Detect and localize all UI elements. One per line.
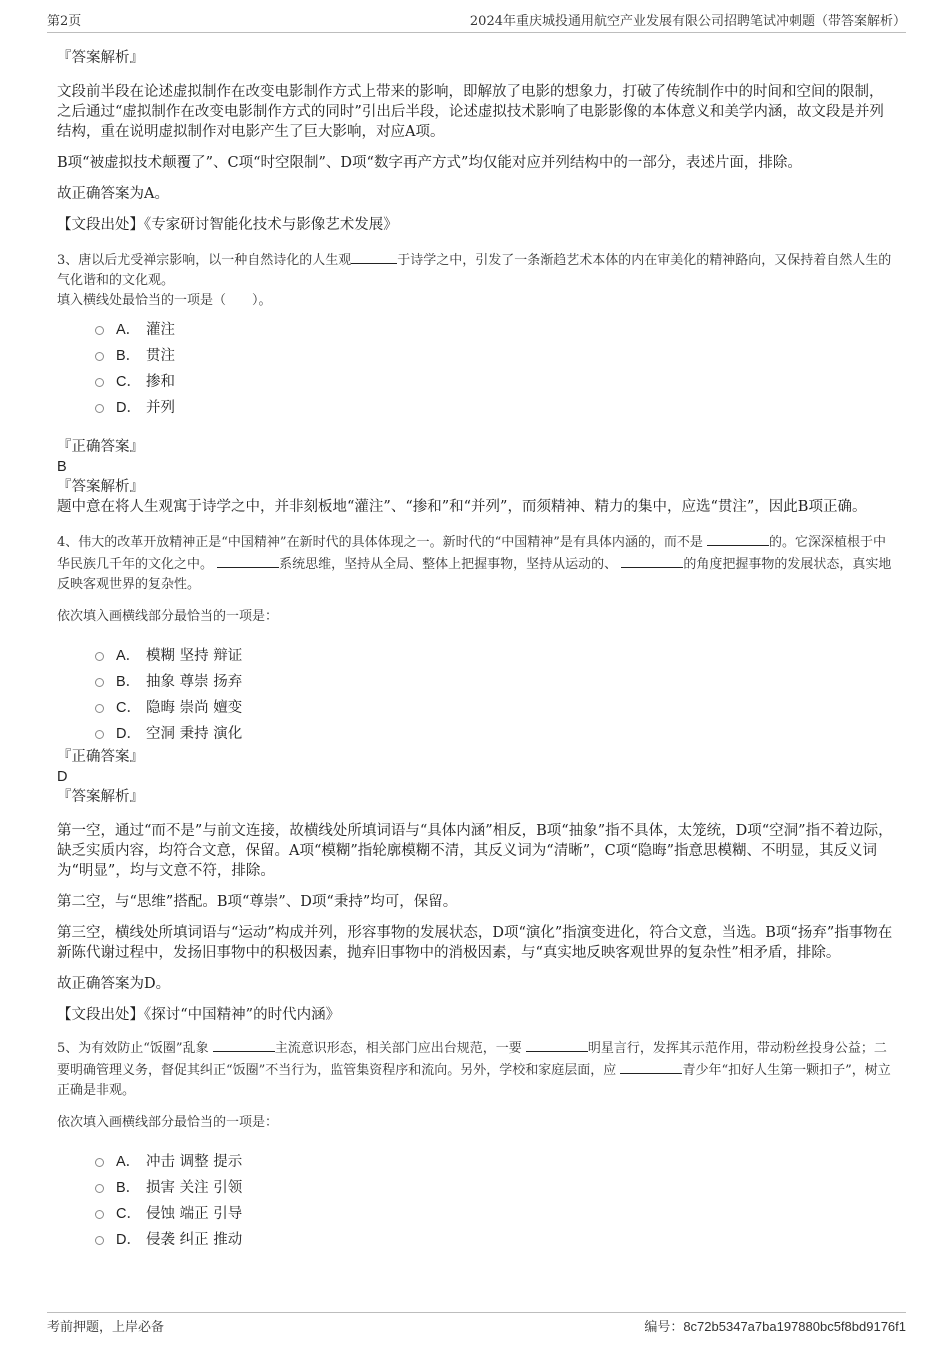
question-stem: 3、唐以后尤受禅宗影响，以一种自然诗化的人生观 于诗学之中，引发了一条渐趋艺术本体的内在审美化的精神路向，又保持着自然人生的气化谐和的文化观。 (57, 249, 897, 291)
radio-icon[interactable] (95, 404, 104, 413)
radio-icon[interactable] (95, 1184, 104, 1193)
analysis-paragraph: 故正确答案为A。 (57, 186, 169, 202)
document-title: 2024年重庆城投通用航空产业发展有限公司招聘笔试冲刺题（带答案解析） (469, 14, 906, 29)
option-d[interactable]: D． 并列 (95, 393, 897, 419)
answer-label: 『正确答案』 (57, 439, 144, 455)
radio-icon[interactable] (95, 378, 104, 387)
correct-answer: D (57, 769, 68, 785)
fill-blank (213, 1037, 275, 1052)
option-b[interactable]: B． 抽象 尊崇 扬弃 (95, 667, 897, 693)
option-a[interactable]: A． 冲击 调整 提示 (95, 1147, 897, 1173)
option-list (95, 1147, 897, 1251)
passage-source: 【文段出处】《专家研讨智能化技术与影像艺术发展》 (57, 217, 398, 233)
analysis-paragraph: 题中意在将人生观寓于诗学之中，并非刻板地“灌注”、“掺和”和“并列”，而须精神、精力的集中，应选“贯注”，因此B项正确。 (57, 499, 867, 515)
option-d[interactable]: D． 侵袭 纠正 推动 (95, 1225, 897, 1251)
analysis-label: 『答案解析』 (57, 50, 144, 66)
question-stem: 5、为有效防止“饭圈”乱象 主流意识形态，相关部门应出台规范，一要 明星言行，发挥其示范作用，带动粉丝投身公益；二要明确管理义务，督促其纠正“饭圈”不当行为，监管集资程序和流向。另外，学校和家庭层面，应 青少年“扣好人生第一颗扣子”，树立正确是非观。 (57, 1037, 897, 1101)
analysis-paragraph: 第三空，横线处所填词语与“运动”构成并列，形容事物的发展状态，D项“演化”指演变进化，符合文意，当选。B项“扬弃”指事物在新陈代谢过程中，发扬旧事物中的积极因素，抛弃旧事物中的消极因素，与“真实地反映客观世界的复杂性”相矛盾，排除。 (57, 925, 893, 961)
radio-icon[interactable] (95, 326, 104, 335)
option-c[interactable]: C． 掺和 (95, 367, 897, 393)
analysis-paragraph: 故正确答案为D。 (57, 976, 171, 992)
fill-blank (620, 1059, 682, 1074)
option-a[interactable]: A． 灌注 (95, 315, 897, 341)
option-b[interactable]: B． 贯注 (95, 341, 897, 367)
fill-blank (707, 531, 769, 546)
option-b[interactable]: B． 损害 关注 引领 (95, 1173, 897, 1199)
option-c[interactable]: C． 隐晦 崇尚 嬗变 (95, 693, 897, 719)
footer-slogan: 考前押题，上岸必备 (47, 1320, 165, 1335)
analysis-label: 『答案解析』 (57, 479, 144, 495)
option-list (95, 315, 897, 419)
document-body (57, 46, 897, 1251)
radio-icon[interactable] (95, 678, 104, 687)
analysis-label: 『答案解析』 (57, 789, 144, 805)
question-prompt: 填入横线处最恰当的一项是（ ）。 (57, 293, 272, 308)
analysis-paragraph: B项“被虚拟技术颠覆了”、C项“时空限制”、D项“数字再产方式”均仅能对应并列结构中的一部分，表述片面，排除。 (57, 155, 802, 171)
radio-icon[interactable] (95, 730, 104, 739)
radio-icon[interactable] (95, 652, 104, 661)
question-prompt: 依次填入画横线部分最恰当的一项是： (57, 1115, 279, 1130)
correct-answer: B (57, 459, 67, 475)
question-stem: 4、伟大的改革开放精神正是“中国精神”在新时代的具体体现之一。新时代的“中国精神”是有具体内涵的，而不是 的。它深深植根于中华民族几千年的文化之中。 系统思维，坚持从全局、整体上把握事物，坚持从运动的、 的角度把握事物的发展状态，真实地反映客观世界的复杂性。 (57, 531, 897, 595)
passage-source: 【文段出处】《探讨“中国精神”的时代内涵》 (57, 1007, 341, 1023)
radio-icon[interactable] (95, 1236, 104, 1245)
fill-blank (621, 553, 683, 568)
question-prompt: 依次填入画横线部分最恰当的一项是： (57, 609, 279, 624)
analysis-paragraph: 第二空，与“思维”搭配。B项“尊崇”、D项“秉持”均可，保留。 (57, 894, 458, 910)
page-header (47, 10, 906, 33)
option-a[interactable]: A． 模糊 坚持 辩证 (95, 641, 897, 667)
option-list (95, 641, 897, 745)
radio-icon[interactable] (95, 1158, 104, 1167)
option-c[interactable]: C． 侵蚀 端正 引导 (95, 1199, 897, 1225)
fill-blank (217, 553, 279, 568)
analysis-paragraph: 文段前半段在论述虚拟制作在改变电影制作方式上带来的影响，即解放了电影的想象力，打破了传统制作中的时间和空间的限制，之后通过“虚拟制作在改变电影制作方式的同时”引出后半段，论述虚拟技术影响了电影影像的本体意义和美学内涵，故文段是并列结构，重在说明虚拟制作对电影产生了巨大影响，对应A项。 (57, 84, 884, 140)
document-code: 编号：8c72b5347a7ba197880bc5f8bd9176f1 (644, 1319, 906, 1335)
analysis-paragraph: 第一空，通过“而不是”与前文连接，故横线处所填词语与“具体内涵”相反，B项“抽象”指不具体，太笼统，D项“空洞”指不着边际，缺乏实质内容，均符合文意，保留。A项“模糊”指轮廓模糊不清，其反义词为“清晰”，C项“隐晦”指意思模糊、不明显，其反义词为“明显”，均与文意不符，排除。 (57, 823, 893, 879)
radio-icon[interactable] (95, 352, 104, 361)
answer-label: 『正确答案』 (57, 749, 144, 765)
radio-icon[interactable] (95, 704, 104, 713)
fill-blank (526, 1037, 588, 1052)
radio-icon[interactable] (95, 1210, 104, 1219)
option-d[interactable]: D． 空洞 秉持 演化 (95, 719, 897, 745)
page-number: 第2页 (47, 14, 82, 29)
fill-blank (351, 249, 397, 264)
page-footer (47, 1312, 906, 1335)
